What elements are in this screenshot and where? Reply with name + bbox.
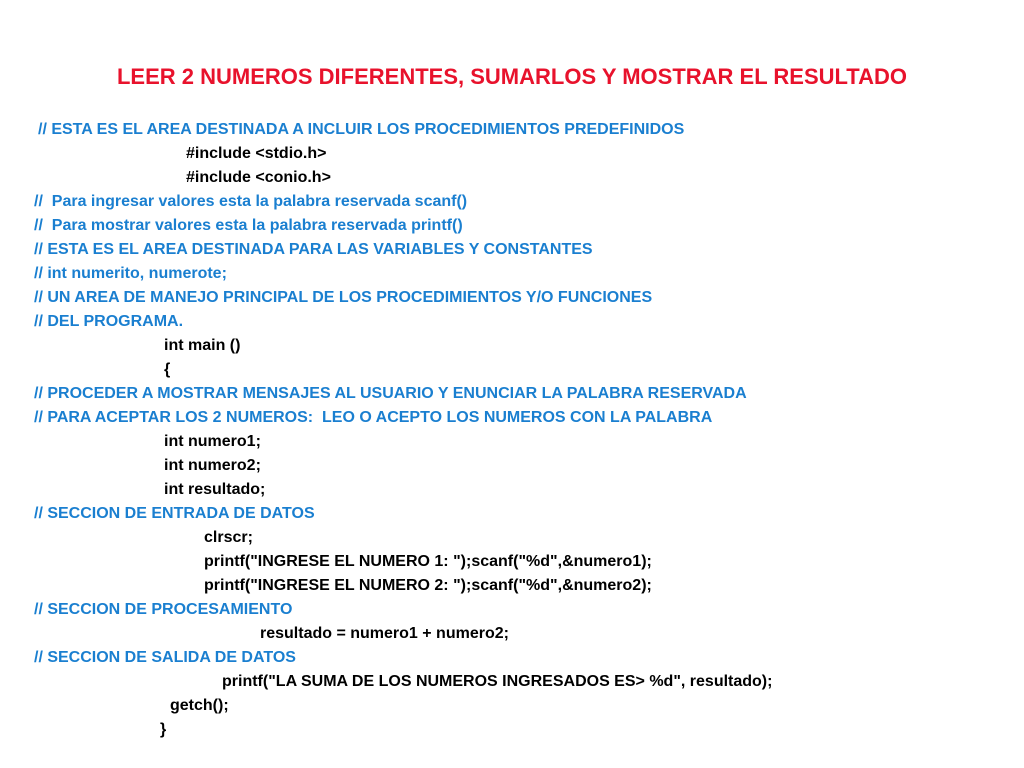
code-line: clrscr; <box>204 529 253 546</box>
code-line: { <box>164 361 171 378</box>
comment-line: // UN AREA DE MANEJO PRINCIPAL DE LOS PROCEDIMIENTOS Y/O FUNCIONES <box>34 289 653 306</box>
comment-line: // PARA ACEPTAR LOS 2 NUMEROS: LEO O ACEPTO LOS NUMEROS CON LA PALABRA <box>34 409 713 426</box>
code-line: getch(); <box>170 697 229 714</box>
code-line: #include <stdio.h> <box>186 145 327 162</box>
comment-line: // Para ingresar valores esta la palabra reservada scanf() <box>34 193 468 210</box>
code-line: printf("LA SUMA DE LOS NUMEROS INGRESADOS ES> %d", resultado); <box>222 673 773 690</box>
comment-line: // PROCEDER A MOSTRAR MENSAJES AL USUARIO Y ENUNCIAR LA PALABRA RESERVADA <box>34 385 747 402</box>
code-line: #include <conio.h> <box>186 169 331 186</box>
comment-line: // DEL PROGRAMA. <box>34 313 184 330</box>
code-line: int main () <box>164 337 241 354</box>
slide-title: LEER 2 NUMEROS DIFERENTES, SUMARLOS Y MOSTRAR EL RESULTADO <box>116 64 908 89</box>
code-line: int numero2; <box>164 457 261 474</box>
comment-line: // int numerito, numerote; <box>34 265 227 282</box>
comment-line: // SECCION DE SALIDA DE DATOS <box>34 649 296 666</box>
comment-line: // Para mostrar valores esta la palabra reservada printf() <box>34 217 463 234</box>
code-line: printf("INGRESE EL NUMERO 1: ");scanf("%d",&numero1); <box>204 553 652 570</box>
comment-line: // SECCION DE ENTRADA DE DATOS <box>34 505 315 522</box>
code-line: int numero1; <box>164 433 261 450</box>
code-line: resultado = numero1 + numero2; <box>260 625 509 642</box>
comment-line: // ESTA ES EL AREA DESTINADA PARA LAS VARIABLES Y CONSTANTES <box>34 241 593 258</box>
code-line: printf("INGRESE EL NUMERO 2: ");scanf("%d",&numero2); <box>204 577 652 594</box>
code-line: int resultado; <box>164 481 266 498</box>
comment-line: // ESTA ES EL AREA DESTINADA A INCLUIR LOS PROCEDIMIENTOS PREDEFINIDOS <box>38 121 685 138</box>
comment-line: // SECCION DE PROCESAMIENTO <box>34 601 293 618</box>
code-line: } <box>160 721 167 738</box>
